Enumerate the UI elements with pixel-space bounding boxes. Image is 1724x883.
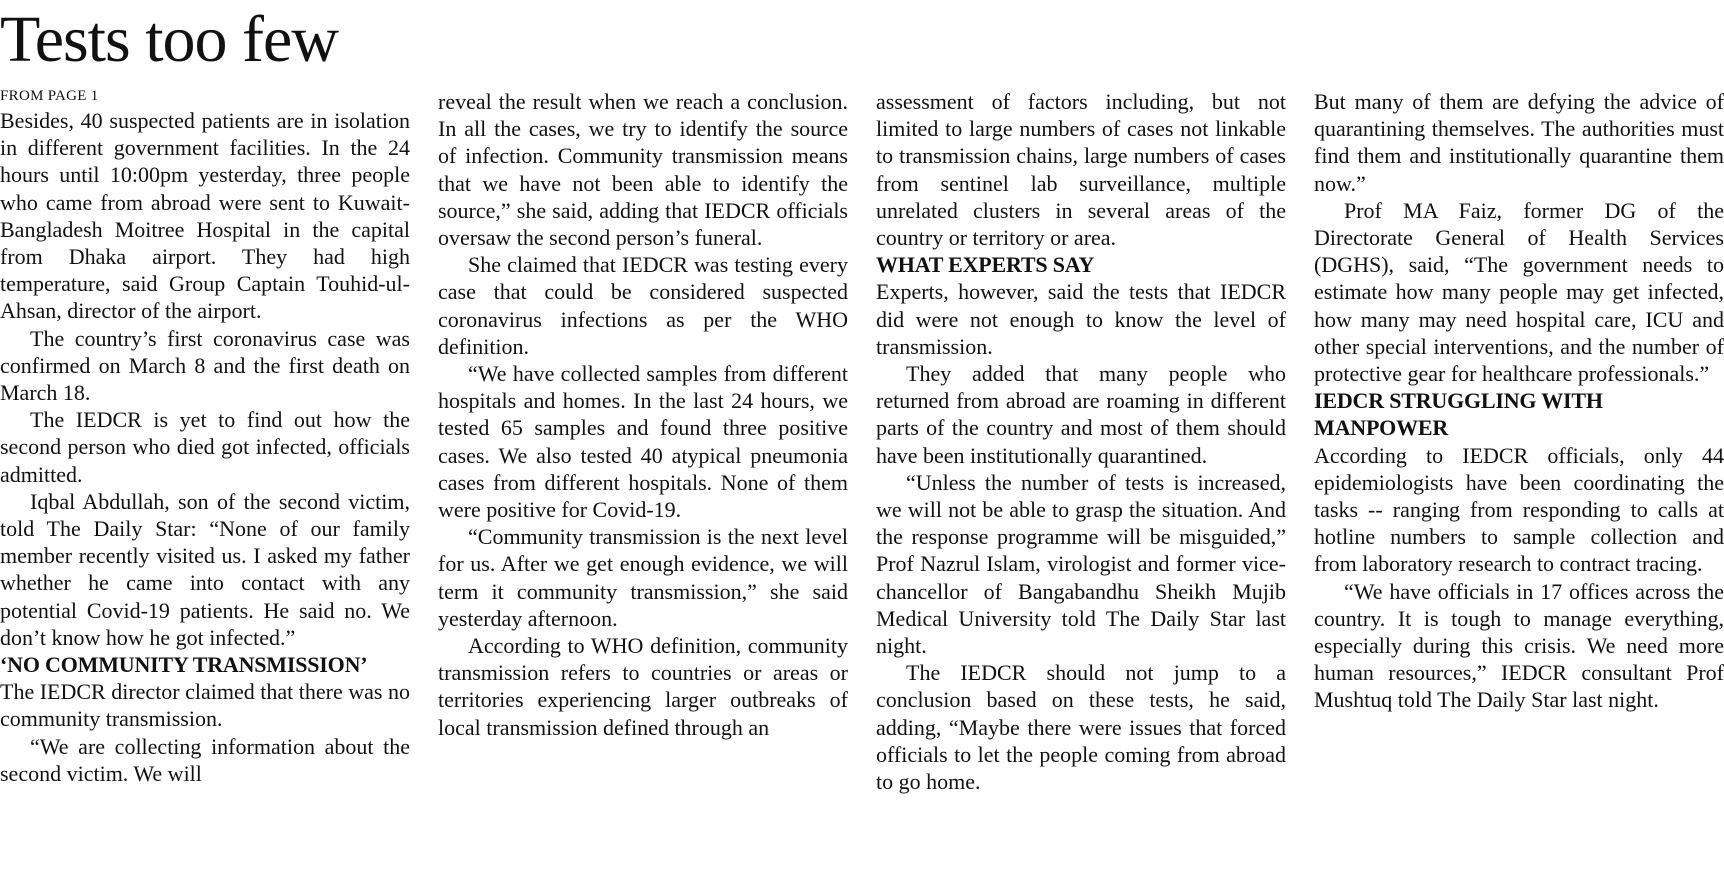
paragraph: “Unless the number of tests is increased, we will not be able to grasp the situation. And the response programme will be misguided,” Prof Nazrul Islam, virologist and former vice-chancellor of Bangabandhu Sheikh Mujib Medical University told The Daily Star last night. (876, 469, 1286, 659)
paragraph: The IEDCR should not jump to a conclusion based on these tests, he said, adding, “Maybe there were issues that forced officials to let the people coming from abroad to go home. (876, 660, 1286, 795)
subhead-iedcr-struggling: IEDCR STRUGGLING WITH MANPOWER (1314, 388, 1603, 441)
paragraph: The country’s first coronavirus case was confirmed on March 8 and the first death on March 18. (0, 325, 410, 406)
paragraph: “We have collected samples from different hospitals and homes. In the last 24 hours, we tested 65 samples and found three positive cases. We also tested 40 atypical pneumonia cases from different hospitals. None of them were positive for Covid-19. (438, 361, 848, 523)
column-1 (0, 88, 410, 787)
paragraph: Iqbal Abdullah, son of the second victim, told The Daily Star: “None of our family member recently visited us. I asked my father whether he came into contact with any potential Covid-19 patients. He said no. We don’t know how he got infected.” (0, 488, 410, 650)
paragraph: According to IEDCR officials, only 44 epidemiologists have been coordinating the tasks -- ranging from responding to calls at hotline numbers to sample collection and from laboratory research to contract tracing. (1314, 442, 1724, 577)
paragraph: “We have officials in 17 offices across the country. It is tough to manage everything, especially during this crisis. We need more human resources,” IEDCR consultant Prof Mushtuq told The Daily Star last night. (1314, 578, 1724, 713)
paragraph: assessment of factors including, but not limited to large numbers of cases not linkable to transmission chains, large numbers of cases from sentinel lab surveillance, multiple unrelated clusters in several areas of the country or territory or area. (876, 89, 1286, 251)
paragraph: But many of them are defying the advice of quarantining themselves. The authorities must find them and institutionally quarantine them now.” (1314, 89, 1724, 196)
paragraph: According to WHO definition, community transmission refers to countries or areas or territories experiencing larger outbreaks of local transmission defined through an (438, 633, 848, 740)
paragraph: Experts, however, said the tests that IEDCR did were not enough to know the level of transmission. (876, 279, 1286, 359)
paragraph: The IEDCR director claimed that there was no community transmission. (0, 679, 410, 732)
subhead-what-experts-say: WHAT EXPERTS SAY (876, 252, 1095, 278)
column-2 (438, 88, 848, 741)
paragraph: “Community transmission is the next level for us. After we get enough evidence, we will term it community transmission,” she said yesterday afternoon. (438, 524, 848, 631)
paragraph: The IEDCR is yet to find out how the second person who died got infected, officials admitted. (0, 407, 410, 487)
article-body (0, 88, 1724, 883)
continuation-kicker: FROM PAGE 1 (0, 88, 99, 104)
column-3 (876, 88, 1286, 795)
paragraph: They added that many people who returned from abroad are roaming in different parts of the country and most of them should have been institutionally quarantined. (876, 361, 1286, 468)
subhead-no-community-transmission: ‘NO COMMUNITY TRANSMISSION’ (0, 652, 368, 678)
column-4 (1314, 88, 1724, 714)
paragraph: She claimed that IEDCR was testing every case that could be considered suspected coronavirus infections as per the WHO definition. (438, 252, 848, 359)
paragraph: Prof MA Faiz, former DG of the Directorate General of Health Services (DGHS), said, “The government needs to estimate how many people may get infected, how many may need hospital care, ICU and other special interventions, and the number of protective gear for healthcare professionals.” (1314, 197, 1724, 387)
paragraph: “We are collecting information about the second victim. We will (0, 733, 410, 786)
paragraph: Besides, 40 suspected patients are in isolation in different government facilities. In the 24 hours until 10:00pm yesterday, three people who came from abroad were sent to Kuwait-Bangladesh Moitree Hospital in the capital from Dhaka airport. They had high temperature, said Group Captain Touhid-ul-Ahsan, director of the airport. (0, 108, 410, 324)
paragraph: reveal the result when we reach a conclusion. In all the cases, we try to identify the source of infection. Community transmission means that we have not been able to identify the source,” she said, adding that IEDCR officials oversaw the second person’s funeral. (438, 89, 848, 251)
headline: Tests too few (0, 3, 338, 76)
